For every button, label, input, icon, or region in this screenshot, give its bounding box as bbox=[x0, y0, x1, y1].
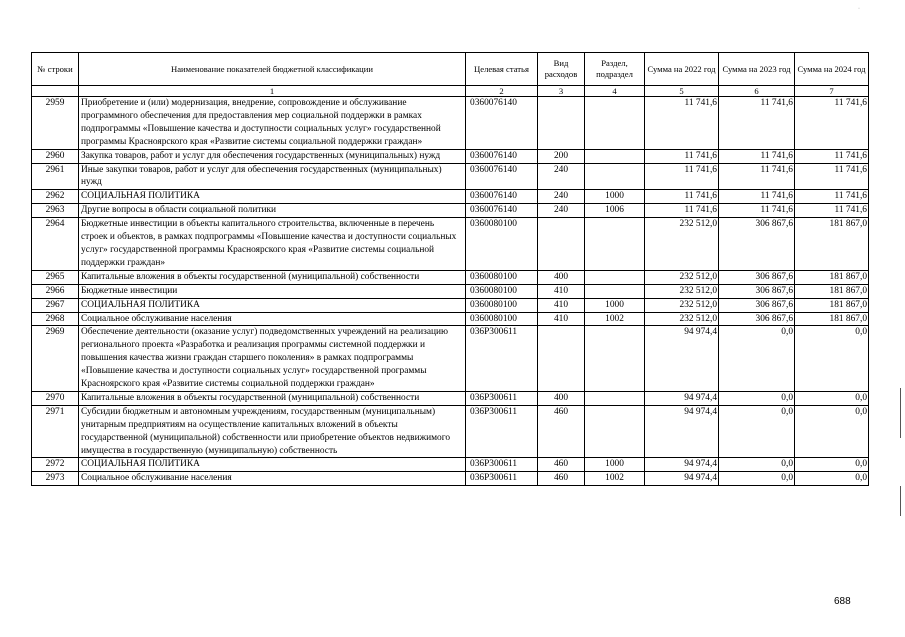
row-section: 1000 bbox=[585, 458, 645, 472]
header-kind: Вид расходов bbox=[538, 53, 585, 86]
table-row bbox=[32, 405, 869, 458]
row-sum-2022: 232 512,0 bbox=[645, 218, 719, 271]
row-sum-2024: 0,0 bbox=[795, 326, 869, 392]
row-target: 0360076140 bbox=[466, 149, 538, 163]
header-target: Целевая статья bbox=[466, 53, 538, 86]
row-number: 2963 bbox=[32, 204, 79, 218]
colnum-4: 4 bbox=[585, 86, 645, 97]
row-sum-2022: 11 741,6 bbox=[645, 149, 719, 163]
header-row-no: № строки bbox=[32, 53, 79, 86]
row-target: 0360080100 bbox=[466, 270, 538, 284]
row-sum-2024: 11 741,6 bbox=[795, 204, 869, 218]
row-name: Социальное обслуживание населения bbox=[79, 312, 466, 326]
row-sum-2024: 0,0 bbox=[795, 458, 869, 472]
row-kind bbox=[538, 326, 585, 392]
row-sum-2023: 11 741,6 bbox=[719, 204, 795, 218]
table-row bbox=[32, 218, 869, 271]
row-target: 036P300611 bbox=[466, 391, 538, 405]
row-section: 1000 bbox=[585, 298, 645, 312]
row-name: Капитальные вложения в объекты государственной (муниципальной) собственности bbox=[79, 391, 466, 405]
row-target: 0360076140 bbox=[466, 204, 538, 218]
row-sum-2023: 11 741,6 bbox=[719, 149, 795, 163]
row-kind bbox=[538, 218, 585, 271]
row-name: Субсидии бюджетным и автономным учреждениям, государственным (муниципальным) унитарным предприятиям на осуществление капитальных вложений в объекты государственной (муниципальной) собственности или приобретение объектов недвижимого имущества в государственную (муниципальную) собственность bbox=[79, 405, 466, 458]
row-number: 2966 bbox=[32, 284, 79, 298]
row-kind: 240 bbox=[538, 163, 585, 190]
colnum-1: 1 bbox=[79, 86, 466, 97]
row-target: 0360076140 bbox=[466, 97, 538, 150]
colnum-5: 5 bbox=[645, 86, 719, 97]
row-sum-2023: 0,0 bbox=[719, 458, 795, 472]
row-number: 2968 bbox=[32, 312, 79, 326]
row-kind: 400 bbox=[538, 270, 585, 284]
row-sum-2022: 232 512,0 bbox=[645, 298, 719, 312]
row-section bbox=[585, 391, 645, 405]
row-sum-2022: 94 974,4 bbox=[645, 326, 719, 392]
row-section bbox=[585, 270, 645, 284]
row-target: 036P300611 bbox=[466, 326, 538, 392]
row-target: 0360080100 bbox=[466, 298, 538, 312]
table-row bbox=[32, 326, 869, 392]
colnum-7: 7 bbox=[795, 86, 869, 97]
row-kind: 410 bbox=[538, 312, 585, 326]
row-number: 2967 bbox=[32, 298, 79, 312]
row-sum-2023: 11 741,6 bbox=[719, 190, 795, 204]
row-section: 1006 bbox=[585, 204, 645, 218]
scan-margin-mark bbox=[900, 486, 901, 516]
row-kind: 200 bbox=[538, 149, 585, 163]
row-section bbox=[585, 284, 645, 298]
header-section: Раздел, подраздел bbox=[585, 53, 645, 86]
table-row bbox=[32, 312, 869, 326]
table-row bbox=[32, 149, 869, 163]
row-name: СОЦИАЛЬНАЯ ПОЛИТИКА bbox=[79, 458, 466, 472]
row-section: 1002 bbox=[585, 312, 645, 326]
row-number: 2970 bbox=[32, 391, 79, 405]
row-name: СОЦИАЛЬНАЯ ПОЛИТИКА bbox=[79, 190, 466, 204]
row-section bbox=[585, 163, 645, 190]
row-sum-2024: 181 867,0 bbox=[795, 298, 869, 312]
row-kind: 240 bbox=[538, 190, 585, 204]
row-sum-2023: 0,0 bbox=[719, 472, 795, 486]
row-sum-2023: 11 741,6 bbox=[719, 97, 795, 150]
row-name: Бюджетные инвестиции в объекты капитального строительства, включенные в перечень строек и объектов, в рамках подпрограммы «Повышение качества и доступности социальных услуг» государственной программы Красноярского края «Развитие системы социальной поддержки граждан» bbox=[79, 218, 466, 271]
row-number: 2972 bbox=[32, 458, 79, 472]
header-name: Наименование показателей бюджетной классификации bbox=[79, 53, 466, 86]
row-target: 036P300611 bbox=[466, 405, 538, 458]
scan-dot: · bbox=[858, 6, 860, 12]
row-target: 0360080100 bbox=[466, 218, 538, 271]
table-row bbox=[32, 284, 869, 298]
row-target: 036P300611 bbox=[466, 472, 538, 486]
row-number: 2971 bbox=[32, 405, 79, 458]
row-section: 1000 bbox=[585, 190, 645, 204]
row-target: 0360076140 bbox=[466, 190, 538, 204]
row-target: 0360080100 bbox=[466, 312, 538, 326]
row-sum-2022: 94 974,4 bbox=[645, 405, 719, 458]
table-row bbox=[32, 458, 869, 472]
row-name: СОЦИАЛЬНАЯ ПОЛИТИКА bbox=[79, 298, 466, 312]
column-numbers-row bbox=[32, 86, 869, 97]
row-kind: 410 bbox=[538, 284, 585, 298]
colnum-empty bbox=[32, 86, 79, 97]
row-sum-2024: 181 867,0 bbox=[795, 270, 869, 284]
row-sum-2024: 181 867,0 bbox=[795, 284, 869, 298]
row-sum-2022: 11 741,6 bbox=[645, 190, 719, 204]
row-kind: 460 bbox=[538, 458, 585, 472]
row-sum-2024: 11 741,6 bbox=[795, 190, 869, 204]
row-kind: 410 bbox=[538, 298, 585, 312]
colnum-3: 3 bbox=[538, 86, 585, 97]
row-number: 2973 bbox=[32, 472, 79, 486]
row-kind: 460 bbox=[538, 472, 585, 486]
row-name: Капитальные вложения в объекты государственной (муниципальной) собственности bbox=[79, 270, 466, 284]
row-sum-2022: 94 974,4 bbox=[645, 458, 719, 472]
row-sum-2023: 0,0 bbox=[719, 391, 795, 405]
row-kind: 400 bbox=[538, 391, 585, 405]
row-section: 1002 bbox=[585, 472, 645, 486]
row-number: 2969 bbox=[32, 326, 79, 392]
row-sum-2023: 306 867,6 bbox=[719, 218, 795, 271]
row-sum-2022: 232 512,0 bbox=[645, 284, 719, 298]
row-number: 2962 bbox=[32, 190, 79, 204]
table-row bbox=[32, 298, 869, 312]
row-sum-2024: 0,0 bbox=[795, 405, 869, 458]
row-sum-2022: 94 974,4 bbox=[645, 472, 719, 486]
header-sum-2023: Сумма на 2023 год bbox=[719, 53, 795, 86]
row-sum-2024: 0,0 bbox=[795, 391, 869, 405]
row-sum-2023: 0,0 bbox=[719, 326, 795, 392]
row-target: 0360080100 bbox=[466, 284, 538, 298]
row-sum-2024: 11 741,6 bbox=[795, 163, 869, 190]
row-kind: 460 bbox=[538, 405, 585, 458]
colnum-2: 2 bbox=[466, 86, 538, 97]
row-sum-2022: 232 512,0 bbox=[645, 270, 719, 284]
row-target: 036P300611 bbox=[466, 458, 538, 472]
row-sum-2022: 11 741,6 bbox=[645, 163, 719, 190]
table-row bbox=[32, 204, 869, 218]
row-sum-2024: 0,0 bbox=[795, 472, 869, 486]
row-sum-2023: 306 867,6 bbox=[719, 270, 795, 284]
row-sum-2022: 94 974,4 bbox=[645, 391, 719, 405]
row-sum-2024: 181 867,0 bbox=[795, 218, 869, 271]
row-sum-2023: 0,0 bbox=[719, 405, 795, 458]
row-sum-2024: 11 741,6 bbox=[795, 97, 869, 150]
table-row bbox=[32, 163, 869, 190]
row-number: 2960 bbox=[32, 149, 79, 163]
row-section bbox=[585, 218, 645, 271]
row-name: Иные закупки товаров, работ и услуг для обеспечения государственных (муниципальных) нужд bbox=[79, 163, 466, 190]
header-sum-2022: Сумма на 2022 год bbox=[645, 53, 719, 86]
row-sum-2024: 181 867,0 bbox=[795, 312, 869, 326]
row-section bbox=[585, 405, 645, 458]
row-number: 2959 bbox=[32, 97, 79, 150]
row-name: Приобретение и (или) модернизация, внедрение, сопровождение и обслуживание программного обеспечения для предоставления мер социальной поддержки в рамках подпрограммы «Повышение качества и доступности социальных услуг» государственной программы Красноярского края «Развитие системы социальной поддержки граждан» bbox=[79, 97, 466, 150]
row-number: 2961 bbox=[32, 163, 79, 190]
row-kind bbox=[538, 97, 585, 150]
row-name: Закупка товаров, работ и услуг для обеспечения государственных (муниципальных) нужд bbox=[79, 149, 466, 163]
row-sum-2024: 11 741,6 bbox=[795, 149, 869, 163]
row-sum-2023: 306 867,6 bbox=[719, 312, 795, 326]
table-row bbox=[32, 270, 869, 284]
row-name: Обеспечение деятельности (оказание услуг) подведомственных учреждений на реализацию регионального проекта «Разработка и реализация программы системной поддержки и повышения качества жизни граждан старшего поколения» в рамках подпрограммы «Повышение качества и доступности социальных услуг» государственной программы Красноярского края «Развитие системы социальной поддержки граждан» bbox=[79, 326, 466, 392]
row-sum-2022: 232 512,0 bbox=[645, 312, 719, 326]
row-name: Бюджетные инвестиции bbox=[79, 284, 466, 298]
row-sum-2023: 306 867,6 bbox=[719, 298, 795, 312]
colnum-6: 6 bbox=[719, 86, 795, 97]
table-row bbox=[32, 97, 869, 150]
row-number: 2965 bbox=[32, 270, 79, 284]
row-name: Другие вопросы в области социальной политики bbox=[79, 204, 466, 218]
row-sum-2023: 306 867,6 bbox=[719, 284, 795, 298]
budget-table-sheet bbox=[31, 52, 868, 486]
table-row bbox=[32, 391, 869, 405]
row-sum-2022: 11 741,6 bbox=[645, 204, 719, 218]
table-row bbox=[32, 190, 869, 204]
header-sum-2024: Сумма на 2024 год bbox=[795, 53, 869, 86]
header-row bbox=[32, 53, 869, 86]
budget-table bbox=[31, 52, 869, 486]
row-section bbox=[585, 326, 645, 392]
row-section bbox=[585, 149, 645, 163]
scan-margin-mark bbox=[900, 388, 901, 438]
page-number: 688 bbox=[834, 596, 851, 607]
row-name: Социальное обслуживание населения bbox=[79, 472, 466, 486]
row-section bbox=[585, 97, 645, 150]
row-kind: 240 bbox=[538, 204, 585, 218]
row-sum-2022: 11 741,6 bbox=[645, 97, 719, 150]
table-row bbox=[32, 472, 869, 486]
row-number: 2964 bbox=[32, 218, 79, 271]
row-sum-2023: 11 741,6 bbox=[719, 163, 795, 190]
row-target: 0360076140 bbox=[466, 163, 538, 190]
